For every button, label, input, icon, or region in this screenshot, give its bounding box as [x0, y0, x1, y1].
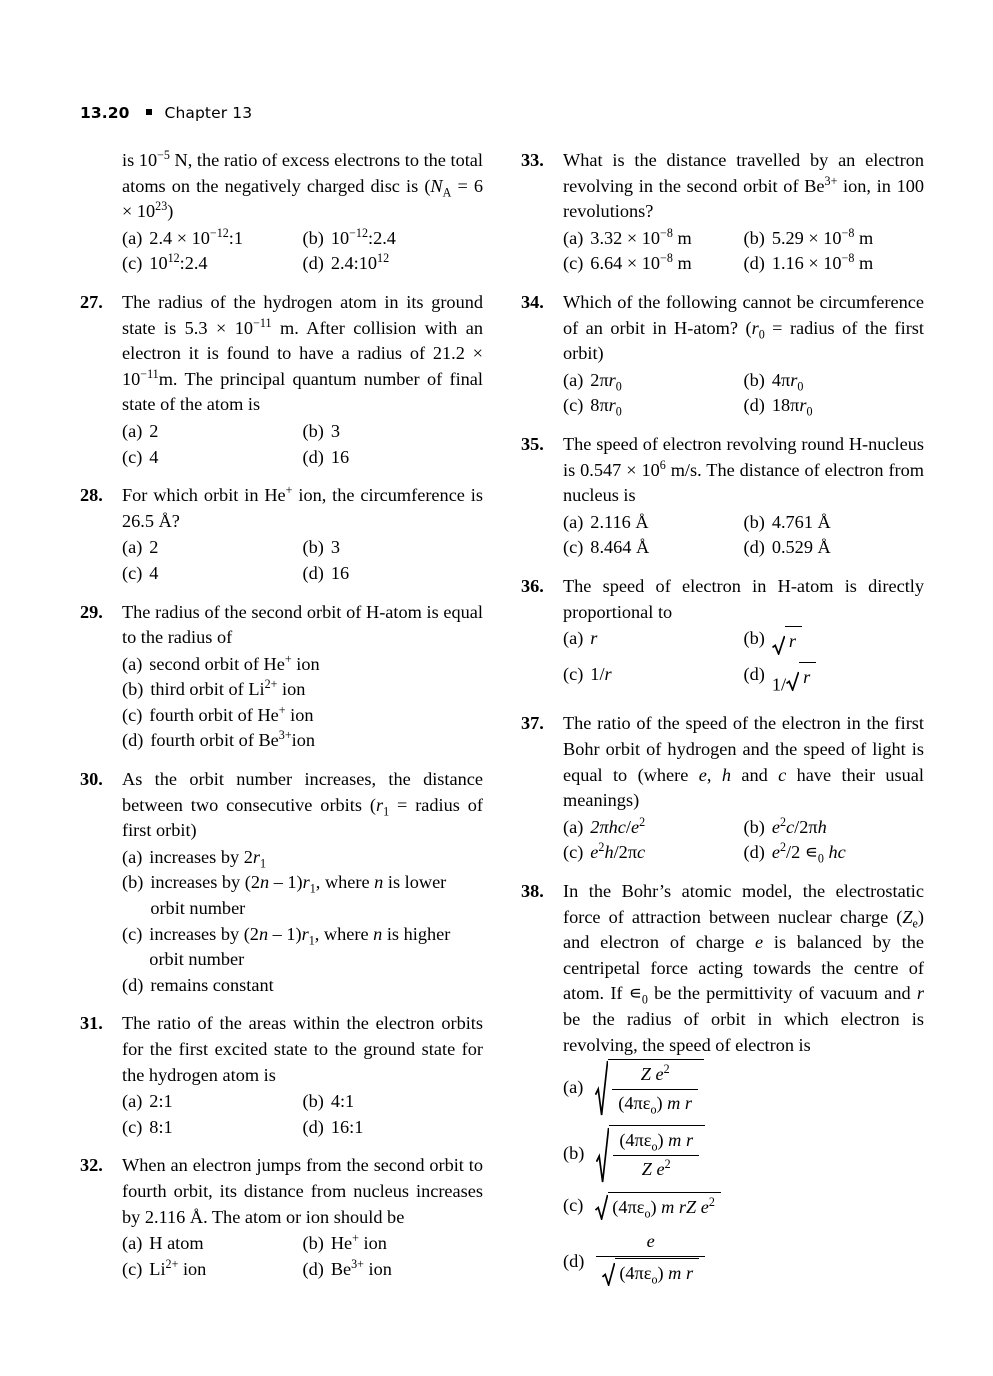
option-text: fourth orbit of He+ ion [149, 702, 314, 725]
running-head [80, 104, 252, 122]
option-row [122, 419, 483, 445]
option-row [122, 1231, 483, 1257]
question-stem: The ratio of the areas within the electron orbits for the first excited state to the ground state for the hydrogen atom is [122, 1013, 483, 1085]
option-text: $e^2/2$ $∊_0$ hc [771, 840, 846, 867]
option-text: $e^2c/2\pi h$ [771, 814, 827, 837]
formula-option[interactable] [563, 1059, 924, 1116]
option-row [122, 251, 483, 277]
question-stem: The radius of the hydrogen atom in its ground state is $5.3 \times 10^{-11}$ m. After collision with an electron it is found to have a radius of $21.2 \times 10^{-11}m$. The principal quantum number of final state of the atom is [122, 291, 483, 415]
question-body [122, 148, 483, 277]
option-text: $2.4:10^{12}$ [330, 251, 390, 274]
question-number: 30. [80, 769, 103, 790]
option-row [563, 535, 924, 561]
question-number: 31. [80, 1013, 103, 1034]
option-label: (d) [563, 1250, 585, 1271]
option-row [563, 251, 924, 277]
question-block [80, 290, 483, 470]
option[interactable] [563, 815, 744, 841]
radical-sign-icon [595, 1059, 608, 1116]
option[interactable] [303, 226, 484, 252]
option-row [122, 561, 483, 587]
option[interactable] [122, 1231, 303, 1257]
option-text [772, 626, 924, 662]
option-label: (a) [563, 227, 584, 248]
question-number [80, 148, 122, 277]
option-text: second orbit of He+ ion [149, 651, 320, 674]
option-label: (b) [302, 227, 324, 248]
option-row [122, 1115, 483, 1141]
option[interactable] [122, 445, 303, 471]
question-number: 28. [80, 485, 103, 506]
option[interactable] [303, 1115, 484, 1141]
option-label: (a) [122, 846, 143, 867]
option[interactable] [563, 626, 744, 662]
radical [602, 1258, 699, 1287]
option-row [563, 815, 924, 841]
option-label: (d) [743, 253, 765, 274]
option[interactable] [122, 535, 303, 561]
radical [772, 626, 802, 655]
radical-sign-icon [602, 1258, 615, 1287]
option-row [563, 626, 924, 662]
option-text: 1/ r [772, 662, 924, 698]
option-row [122, 652, 483, 678]
option-text: 2 [149, 420, 159, 441]
option-row [122, 703, 483, 729]
question-stem: The radius of the second orbit of H-atom is equal to the radius of [122, 601, 483, 648]
option-label: (a) [122, 1091, 143, 1112]
option-label: (c) [122, 253, 143, 274]
option-list [563, 626, 924, 698]
option[interactable] [122, 728, 483, 754]
question-stem: The speed of electron revolving round H-nucleus is $0.547 \times 10^6$ m/s. The distance of electron from nucleus is [563, 433, 924, 506]
option-label: (d) [302, 562, 324, 583]
option-text: $e^2h/2\pi c$ [590, 840, 646, 863]
question-stem: Which of the following cannot be circumference of an orbit in H-atom? ($r_0$ = radius of the first orbit) [563, 291, 924, 364]
option-label: (d) [743, 664, 765, 685]
question-stem: In the Bohr’s atomic model, the electrostatic force of attraction between nuclear charge $(Z_e)$ and electron of charge e is balanced by the centripetal force acting towards the centre of atom. If $∊_0$ be the permittivity of vacuum and r be the radius of orbit in which electron is revolving, the speed of electron is [563, 881, 924, 1055]
radicand: $(4\pi\varepsilon_o)$ m rZ $e^2$ [608, 1192, 721, 1221]
option-label: (d) [302, 1116, 324, 1137]
option-row [563, 510, 924, 536]
option[interactable] [303, 251, 484, 277]
option[interactable] [744, 626, 925, 662]
radical [595, 1192, 721, 1221]
option-label: (a) [563, 1076, 584, 1097]
option-row [122, 226, 483, 252]
option[interactable] [122, 1089, 303, 1115]
option[interactable] [563, 226, 744, 252]
square-bullet-icon [146, 109, 152, 115]
left-column [80, 148, 483, 1316]
option-text: r [590, 628, 598, 649]
question-body [122, 290, 483, 470]
option-list [122, 845, 483, 999]
option[interactable] [122, 845, 483, 871]
option[interactable] [563, 840, 744, 866]
option-row [563, 840, 924, 866]
option-label: (c) [122, 446, 143, 467]
option-label: (b) [302, 537, 324, 558]
option[interactable] [563, 251, 744, 277]
option-label: (d) [302, 253, 324, 274]
option-list [122, 1231, 483, 1282]
option-list [563, 815, 924, 866]
option-text: 2:1 [149, 1091, 173, 1112]
option-text: $18\pi r_0$ [771, 395, 813, 419]
option-text: $2\pi hc/e^2$ [590, 814, 646, 837]
option[interactable] [122, 677, 483, 703]
option-text: 4:1 [330, 1091, 355, 1112]
option[interactable] [122, 251, 303, 277]
option[interactable] [744, 535, 925, 561]
option-list [122, 652, 483, 754]
option-label: (c) [122, 704, 143, 725]
option-label: (a) [563, 369, 584, 390]
option[interactable] [744, 510, 925, 536]
option-label: (b) [743, 816, 765, 837]
option-list [122, 535, 483, 586]
question-body [563, 432, 924, 561]
option-label: (d) [122, 730, 144, 751]
radical [786, 662, 816, 691]
option-label: (b) [743, 369, 765, 390]
option[interactable] [744, 840, 925, 866]
option[interactable] [744, 815, 925, 841]
radical-sign-icon [596, 1125, 609, 1182]
option-list [563, 368, 924, 419]
option-text: $5.29 \times 10^{-8}$ m [771, 225, 874, 248]
fraction-denominator: Z $e^2$ [641, 1156, 671, 1179]
question-number: 32. [80, 1155, 103, 1176]
option-label: (b) [302, 1091, 324, 1112]
option[interactable] [563, 535, 744, 561]
option[interactable] [303, 561, 484, 587]
option-text: 3 [330, 420, 340, 441]
formula-option[interactable] [563, 1125, 924, 1182]
question-block [521, 148, 924, 277]
option-row [563, 226, 924, 252]
option[interactable] [303, 1257, 484, 1283]
page-folio: 13.20 [80, 104, 130, 122]
radical [596, 1125, 705, 1182]
option[interactable] [303, 1231, 484, 1257]
option[interactable] [122, 226, 303, 252]
option-text: increases by $2r_1$ [149, 846, 267, 871]
option-text: third orbit of $Li^{2+}$ ion [150, 677, 306, 700]
option-text: $8\pi r_0$ [590, 395, 622, 419]
question-number: 35. [521, 433, 544, 454]
option-text: $2\pi r_0$ [590, 369, 622, 394]
option-label: (c) [563, 253, 584, 274]
option-text: increases by $(2n - 1)r_1$, where n is higher orbit number [149, 923, 451, 970]
option-label: (b) [302, 1233, 324, 1254]
option[interactable] [122, 703, 483, 729]
question-number: 36. [521, 575, 544, 596]
option-label: (c) [122, 1258, 143, 1279]
option[interactable] [303, 535, 484, 561]
option-text: He+ ion [330, 1231, 387, 1254]
option-text: 16:1 [330, 1116, 364, 1137]
option-row [563, 662, 924, 698]
option-label: (b) [743, 227, 765, 248]
question-stem: The ratio of the speed of the electron in the first Bohr orbit of hydrogen and the speed of light is equal to (where e, h and c have their usual meanings) [563, 713, 925, 811]
question-block [521, 879, 924, 1303]
option-text: $4\pi r_0$ [771, 369, 804, 394]
option[interactable] [563, 393, 744, 419]
question-block [80, 767, 483, 998]
option-label: (d) [743, 842, 765, 863]
option-row [122, 677, 483, 703]
option-text: $10^{12}:2.4$ [149, 251, 208, 274]
question-continued [80, 148, 483, 277]
option-text: $Li^{2+}$ ion [149, 1256, 207, 1279]
question-body [122, 483, 483, 586]
option-text: 2.116 Å [590, 511, 649, 532]
fraction-numerator: Z $e^2$ [612, 1062, 698, 1090]
option-label: (b) [122, 872, 144, 893]
radicand [608, 1059, 704, 1116]
option-label: (a) [122, 420, 143, 441]
option[interactable] [563, 510, 744, 536]
option-text: $3.32 \times 10^{-8}$ m [590, 225, 692, 248]
question-body [563, 574, 924, 699]
option-list [563, 226, 924, 277]
option-row [122, 728, 483, 754]
question-stem: What is the distance travelled by an electron revolving in the second orbit of $Be^{3+}$ ion, in 100 revolutions? [563, 150, 924, 222]
option-row [122, 1089, 483, 1115]
option-row [122, 922, 483, 973]
question-number: 37. [521, 713, 544, 734]
option-row [122, 973, 483, 999]
question-block [521, 711, 924, 866]
option-row [122, 845, 483, 871]
option-label: (d) [743, 395, 765, 416]
question-number: 34. [521, 291, 544, 312]
question-stem: When an electron jumps from the second orbit to fourth orbit, its distance from nucleus increases by 2.116 Å. The atom or ion should be [122, 1155, 483, 1227]
option[interactable] [744, 393, 925, 419]
option[interactable] [303, 1089, 484, 1115]
option-text: $6.64 \times 10^{-8}$ m [590, 251, 692, 274]
question-body [122, 600, 483, 755]
option-list [563, 510, 924, 561]
question-body [563, 879, 924, 1303]
option[interactable] [563, 368, 744, 394]
option-label: (d) [302, 446, 324, 467]
fraction [613, 1128, 699, 1182]
question-body [122, 767, 483, 998]
option-label: (c) [122, 923, 143, 944]
question-body [122, 1153, 483, 1282]
option-label: (b) [743, 511, 765, 532]
option-text: 16 [330, 562, 350, 583]
radicand: r [799, 662, 816, 691]
option[interactable] [563, 662, 744, 698]
question-block [521, 290, 924, 419]
question-block [80, 1011, 483, 1140]
formula-option[interactable] [563, 1229, 924, 1294]
option-label: (a) [122, 537, 143, 558]
option-label: (a) [122, 227, 143, 248]
option-text: $1.16 \times 10^{-8}$ m [771, 251, 874, 274]
question-body [563, 711, 924, 866]
fraction-denominator: $(4\pi\varepsilon_o)$ m r [618, 1092, 693, 1117]
question-stem: The speed of electron in H-atom is directly proportional to [563, 575, 924, 622]
fraction-numerator: $(4\pi\varepsilon_o)$ m r [613, 1128, 699, 1156]
question-stem: As the orbit number increases, the distance between two consecutive orbits ($r_1$ = radius of first orbit) [122, 769, 483, 841]
option[interactable] [744, 251, 925, 277]
question-stem: is $10^{-5}$ N, the ratio of excess electrons to the total atoms on the negatively charged disc is $(N_A = 6 \times 10^{23})$ [122, 147, 484, 222]
option-label: (c) [563, 1195, 584, 1216]
option[interactable] [122, 973, 483, 999]
option-label: (c) [563, 395, 584, 416]
option-list [122, 419, 483, 470]
fraction-denominator [596, 1257, 705, 1294]
option-text: 1/r [590, 664, 612, 685]
option-text: H atom [149, 1233, 204, 1254]
radicand: r [785, 626, 802, 655]
option-label: (a) [563, 816, 584, 837]
option-text: $2.4 \times 10^{-12}:1$ [149, 225, 243, 248]
formula-option-list [563, 1059, 924, 1294]
option-label: (b) [743, 628, 765, 649]
radical [595, 1059, 704, 1116]
option-text: fourth orbit of $Be^{3+}ion$ [150, 728, 315, 751]
option-text: 16 [330, 446, 350, 467]
option-label: (a) [563, 628, 584, 649]
option[interactable] [303, 445, 484, 471]
option-text: increases by $(2n - 1)r_1$, where n is lower orbit number [150, 872, 447, 919]
option[interactable] [744, 368, 925, 394]
option[interactable] [122, 1257, 303, 1283]
radical-sign-icon [786, 662, 799, 691]
question-number: 27. [80, 291, 103, 312]
option-text: 8:1 [149, 1116, 173, 1137]
question-number: 38. [521, 881, 544, 902]
fraction [612, 1062, 698, 1116]
option-text: 4.761 Å [771, 511, 831, 532]
radicand: $(4\pi\varepsilon_o)$ m r [615, 1258, 699, 1287]
option[interactable] [744, 662, 925, 698]
option-row [122, 870, 483, 921]
option-label: (c) [563, 842, 584, 863]
option-text: 2 [149, 537, 159, 558]
question-block [521, 574, 924, 699]
option-label: (c) [563, 664, 584, 685]
option-label: (a) [122, 653, 143, 674]
option-label: (b) [302, 420, 324, 441]
question-number: 33. [521, 150, 544, 170]
option-text: 8.464 Å [590, 537, 650, 558]
question-stem: For which orbit in He+ ion, the circumference is 26.5 Å? [122, 483, 483, 531]
radical-sign-icon [595, 1192, 608, 1221]
option-text: remains constant [150, 974, 274, 995]
option[interactable] [303, 419, 484, 445]
option-text: $10^{-12}:2.4$ [330, 225, 396, 248]
option-row [122, 535, 483, 561]
chapter-title: Chapter 13 [164, 104, 253, 122]
option-row [122, 445, 483, 471]
option-label: (d) [743, 537, 765, 558]
radical-sign-icon [772, 626, 785, 655]
option[interactable] [744, 226, 925, 252]
option-label: (b) [122, 679, 144, 700]
option-text: $Be^{3+}$ ion [330, 1256, 392, 1279]
option-list [122, 226, 483, 277]
question-block [521, 432, 924, 561]
question-block [80, 483, 483, 586]
formula-option[interactable] [563, 1192, 924, 1221]
option-row [122, 1257, 483, 1283]
option[interactable] [122, 922, 483, 973]
question-body [122, 1011, 483, 1140]
two-column-body [80, 148, 925, 1316]
question-block [80, 600, 483, 755]
option-row [563, 368, 924, 394]
option-text: 4 [149, 562, 159, 583]
fraction-numerator: e [596, 1229, 705, 1257]
option-label: (c) [563, 537, 584, 558]
question-block [80, 1153, 483, 1282]
option[interactable] [122, 652, 483, 678]
option-label: (d) [122, 974, 144, 995]
option-label: (a) [122, 1233, 143, 1254]
question-number: 29. [80, 601, 103, 622]
option-label: (d) [302, 1258, 324, 1279]
question-body [563, 148, 924, 277]
option-text: 4 [149, 446, 159, 467]
option[interactable] [122, 870, 483, 921]
option-list [122, 1089, 483, 1140]
option-label: (b) [563, 1143, 585, 1164]
option[interactable] [122, 1115, 303, 1141]
option-label: (a) [563, 511, 584, 532]
option-text: 0.529 Å [771, 537, 831, 558]
option[interactable] [122, 419, 303, 445]
question-body [563, 290, 924, 419]
option-label: (c) [122, 562, 143, 583]
option-text: 3 [330, 537, 340, 558]
option-row [563, 393, 924, 419]
right-column [521, 148, 924, 1316]
fraction [596, 1229, 705, 1294]
radicand [609, 1125, 705, 1182]
option-label: (c) [122, 1116, 143, 1137]
option[interactable] [122, 561, 303, 587]
